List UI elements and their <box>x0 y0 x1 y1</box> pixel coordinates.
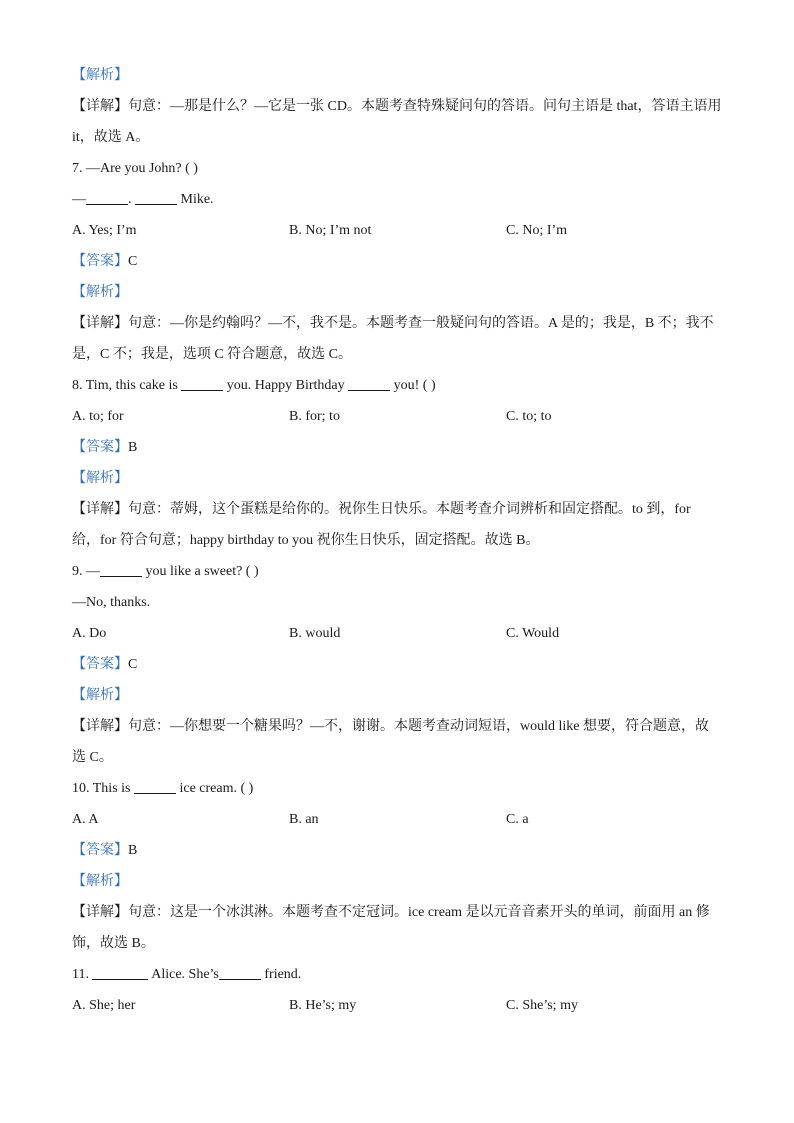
q10-explain-line-1: 【详解】句意：这是一个冰淇淋。本题考查不定冠词。ice cream 是以元音音素开头的单词，前面用 an 修 <box>72 905 710 920</box>
exam-page <box>72 60 724 1021</box>
q7-options <box>72 215 724 246</box>
q11-option-b: B. He’s; my <box>289 998 357 1013</box>
q10-analysis-heading: 【解析】 <box>72 874 128 889</box>
q11-option-c: C. She’s; my <box>506 998 578 1013</box>
q8-analysis-heading: 【解析】 <box>72 471 128 486</box>
q9-analysis-heading: 【解析】 <box>72 688 128 703</box>
q7-option-a: A. Yes; I’m <box>72 223 137 238</box>
q9-option-b: B. would <box>289 626 341 641</box>
q11-blank-1 <box>92 965 148 980</box>
q9-explain-line-1: 【详解】句意：—你想要一个糖果吗？—不，谢谢。本题考查动词短语，would like 想要，符合题意，故 <box>72 719 709 734</box>
q7-option-b: B. No; I’m not <box>289 223 372 238</box>
q8-option-c: C. to; to <box>506 409 552 424</box>
q9-answer-value: C <box>128 657 138 672</box>
q8-option-b: B. for; to <box>289 409 340 424</box>
q10-stem: 10. This is ice cream. ( ) <box>72 781 254 796</box>
q10-explain-line-2: 饰，故选 B。 <box>72 936 155 951</box>
q7-option-c: C. No; I’m <box>506 223 568 238</box>
q9-stem: 9. — you like a sweet? ( ) <box>72 564 259 579</box>
q7-analysis-heading: 【解析】 <box>72 285 128 300</box>
q8-stem: 8. Tim, this cake is you. Happy Birthday you! ( ) <box>72 378 436 393</box>
q11-option-a: A. She; her <box>72 998 136 1013</box>
q9-option-a: A. Do <box>72 626 107 641</box>
q11-options <box>72 990 724 1021</box>
q10-option-b: B. an <box>289 812 319 827</box>
q9-blank-1 <box>100 562 142 577</box>
q7-blank-2 <box>135 190 177 205</box>
q10-blank-1 <box>134 779 176 794</box>
q8-option-a: A. to; for <box>72 409 124 424</box>
q9-reply: —No, thanks. <box>72 595 151 610</box>
q6-analysis-heading: 【解析】 <box>72 68 128 83</box>
q10-option-a: A. A <box>72 812 99 827</box>
q9-explain-line-2: 选 C。 <box>72 750 113 765</box>
q6-explain-line-2: it，故选 A。 <box>72 130 150 145</box>
q7-reply: — . Mike. <box>72 192 214 207</box>
q8-answer-value: B <box>128 440 138 455</box>
q7-answer-value: C <box>128 254 138 269</box>
q7-answer: 【答案】C <box>72 254 138 269</box>
q10-option-c: C. a <box>506 812 529 827</box>
q8-blank-2 <box>348 376 390 391</box>
q6-explain-line-1: 【详解】句意：—那是什么？—它是一张 CD。本题考查特殊疑问句的答语。问句主语是 that，答语主语用 <box>72 99 722 114</box>
q11-blank-2 <box>219 965 261 980</box>
q7-stem: 7. —Are you John? ( ) <box>72 161 198 176</box>
q10-answer: 【答案】B <box>72 843 138 858</box>
q7-explain-line-1: 【详解】句意：—你是约翰吗？—不，我不是。本题考查一般疑问句的答语。A 是的；我是，B 不；我不 <box>72 316 714 331</box>
q8-answer: 【答案】B <box>72 440 138 455</box>
q10-answer-value: B <box>128 843 138 858</box>
q9-option-c: C. Would <box>506 626 560 641</box>
q7-explain-line-2: 是，C 不；我是，选项 C 符合题意，故选 C。 <box>72 347 353 362</box>
q10-options <box>72 804 724 835</box>
q8-blank-1 <box>181 376 223 391</box>
q9-answer: 【答案】C <box>72 657 138 672</box>
q8-options <box>72 401 724 432</box>
q7-blank-1 <box>86 190 128 205</box>
q11-stem: 11. Alice. She’s friend. <box>72 967 302 982</box>
q8-explain-line-1: 【详解】句意：蒂姆，这个蛋糕是给你的。祝你生日快乐。本题考查介词辨析和固定搭配。to 到，for <box>72 502 691 517</box>
q8-explain-line-2: 给，for 符合句意；happy birthday to you 祝你生日快乐，固定搭配。故选 B。 <box>72 533 540 548</box>
q9-options <box>72 618 724 649</box>
